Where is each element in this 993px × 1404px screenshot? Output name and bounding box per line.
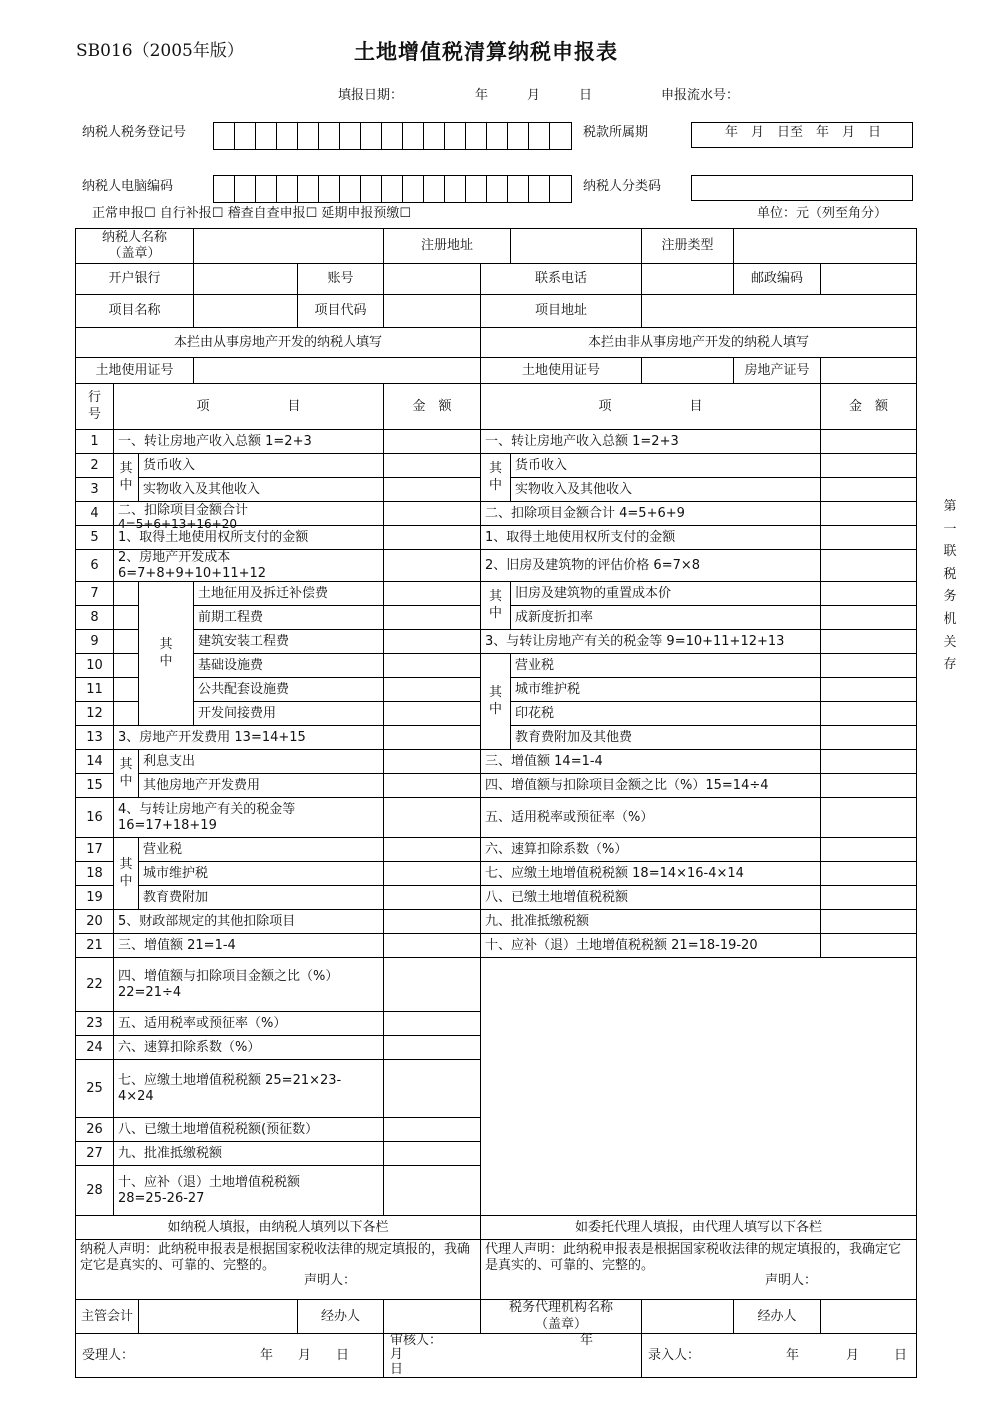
declare-types[interactable]: 正常申报☐ 自行补报☐ 稽查自查申报☐ 延期申报预缴☐ [92, 206, 412, 221]
row-number: 23 [76, 1012, 114, 1036]
land-cert-label-left: 土地使用证号 [76, 358, 194, 384]
left-item: 2、房地产开发成本 6=7+8+9+10+11+12 [114, 550, 384, 582]
col-amount-left: 金 额 [384, 384, 481, 430]
left-item: 八、已缴土地增值税税额(预征数） [114, 1118, 384, 1142]
fill-date-label: 填报日期： [338, 88, 404, 103]
row-number: 17 [76, 838, 114, 862]
taxpayer-class-label: 纳税人分类码 [583, 179, 662, 194]
col-item-right: 项 目 [481, 384, 821, 430]
entry-label: 录入人： [648, 1347, 701, 1363]
project-name-value[interactable] [194, 295, 298, 328]
tax-period-label: 税款所属期 [583, 125, 649, 140]
receiver-label: 受理人： [82, 1347, 135, 1363]
chief-accountant-value[interactable] [139, 1300, 298, 1334]
left-amount[interactable] [384, 726, 481, 750]
handler2-label: 经办人 [734, 1300, 821, 1334]
right-qizhong: 其 中 [481, 454, 511, 502]
left-amount[interactable] [384, 1142, 481, 1166]
left-item: 六、速算扣除系数（%） [114, 1036, 384, 1060]
taxpayer-name-label: 纳税人名称 （盖章） [76, 229, 194, 264]
left-item: 城市维护税 [139, 862, 384, 886]
left-amount[interactable] [384, 526, 481, 550]
serial-label: 申报流水号： [661, 88, 740, 103]
right-amount[interactable] [821, 454, 917, 478]
left-item: 4、与转让房地产有关的税金等 16=17+18+19 [114, 798, 384, 838]
right-item: 城市维护税 [511, 678, 821, 702]
row-number: 27 [76, 1142, 114, 1166]
left-item: 五、适用税率或预征率（%） [114, 1012, 384, 1036]
left-item: 开发间接费用 [194, 702, 384, 726]
right-amount[interactable] [821, 678, 917, 702]
reg-type-value[interactable] [734, 229, 917, 264]
left-section-title: 本拦由从事房地产开发的纳税人填写 [76, 328, 481, 358]
left-amount[interactable] [384, 1012, 481, 1036]
phone-label: 联系电话 [481, 264, 642, 295]
left-amount[interactable] [384, 654, 481, 678]
postcode-label: 邮政编码 [734, 264, 821, 295]
form-code: SB016（2005年版） [76, 41, 244, 61]
taxpayer-reg-label: 纳税人税务登记号 [82, 125, 187, 140]
entry-cell[interactable]: 录入人： 年 月 日 [642, 1334, 917, 1378]
agent-statement: 代理人声明：此纳税申报表是根据国家税收法律的规定填报的，我确定它是真实的、可靠的、完整的。 [485, 1242, 902, 1273]
right-amount[interactable] [821, 774, 917, 798]
left-amount[interactable] [384, 606, 481, 630]
agency-name-value[interactable] [642, 1300, 734, 1334]
right-amount[interactable] [821, 702, 917, 726]
row-number: 21 [76, 934, 114, 958]
left-amount[interactable] [384, 702, 481, 726]
left-item: 货币收入 [139, 454, 384, 478]
right-amount[interactable] [821, 526, 917, 550]
left-amount[interactable] [384, 934, 481, 958]
taxpayer-name-value[interactable] [194, 229, 384, 264]
left-amount[interactable] [384, 886, 481, 910]
right-amount[interactable] [821, 630, 917, 654]
fill-date-day: 日 [579, 88, 593, 103]
right-item: 六、速算扣除系数（%） [481, 838, 821, 862]
left-item: 土地征用及拆迁补偿费 [194, 582, 384, 606]
handler-label: 经办人 [298, 1300, 384, 1334]
left-item: 5、财政部规定的其他扣除项目 [114, 910, 384, 934]
taxpayer-statement-cell [76, 1240, 481, 1300]
unit-note: 单位：元（列至角分） [757, 206, 888, 221]
land-cert-value-left[interactable] [194, 358, 481, 384]
col-item-left: 项 目 [114, 384, 384, 430]
row-number: 10 [76, 654, 114, 678]
row-number: 13 [76, 726, 114, 750]
right-amount[interactable] [821, 606, 917, 630]
right-amount[interactable] [821, 726, 917, 750]
left-item: 十、应补（退）土地增值税税额 28=25-26-27 [114, 1166, 384, 1216]
left-amount[interactable] [384, 582, 481, 606]
row-number: 25 [76, 1060, 114, 1118]
left-item: 实物收入及其他收入 [139, 478, 384, 502]
right-item: 货币收入 [511, 454, 821, 478]
page-title: 土地增值税清算纳税申报表 [354, 40, 618, 64]
handler2-value[interactable] [821, 1300, 917, 1334]
taxpayer-declarant: 声明人： [304, 1273, 357, 1289]
reg-address-value[interactable] [511, 229, 642, 264]
right-item: 八、已缴土地增值税税额 [481, 886, 821, 910]
agency-name-label: 税务代理机构名称 （盖章） [481, 1300, 642, 1334]
right-item: 七、应缴土地增值税税额 18=14×16-4×14 [481, 862, 821, 886]
row-number: 16 [76, 798, 114, 838]
right-item: 教育费附加及其他费 [511, 726, 821, 750]
left-item: 其他房地产开发费用 [139, 774, 384, 798]
agent-statement-cell [481, 1240, 917, 1300]
left-amount[interactable] [384, 750, 481, 774]
taxpayer-reg-boxes[interactable] [213, 122, 572, 150]
right-amount[interactable] [821, 934, 917, 958]
copy-note: 第 一 联 税 务 机 关 存 [943, 499, 957, 673]
left-amount[interactable] [384, 862, 481, 886]
left-item: 1、取得土地使用权所支付的金额 [114, 526, 384, 550]
row-number: 20 [76, 910, 114, 934]
right-amount[interactable] [821, 502, 917, 526]
right-item: 四、增值额与扣除项目金额之比（%）15=14÷4 [481, 774, 821, 798]
left-amount[interactable] [384, 1166, 481, 1216]
row-number: 3 [76, 478, 114, 502]
right-amount[interactable] [821, 430, 917, 454]
taxpayer-fill-title: 如纳税人填报，由纳税人填列以下各栏 [76, 1216, 481, 1240]
right-amount[interactable] [821, 582, 917, 606]
left-item: 三、增值额 21=1-4 [114, 934, 384, 958]
row-number: 9 [76, 630, 114, 654]
row-number: 12 [76, 702, 114, 726]
right-qizhong: 其 中 [481, 582, 511, 630]
left-amount[interactable] [384, 1118, 481, 1142]
taxpayer-pc-label: 纳税人电脑编码 [82, 179, 174, 194]
taxpayer-pc-boxes[interactable] [213, 175, 572, 203]
row-number: 7 [76, 582, 114, 606]
row-number: 24 [76, 1036, 114, 1060]
left-item: 3、房地产开发费用 13=14+15 [114, 726, 384, 750]
right-amount[interactable] [821, 910, 917, 934]
right-item: 三、增值额 14=1-4 [481, 750, 821, 774]
agent-declarant: 声明人： [765, 1273, 818, 1289]
left-amount[interactable] [384, 550, 481, 582]
right-item: 实物收入及其他收入 [511, 478, 821, 502]
chief-accountant-label: 主管会计 [76, 1300, 139, 1334]
reviewer-label: 审核人： [390, 1333, 443, 1349]
left-qizhong: 其 中 [114, 838, 139, 910]
right-amount[interactable] [821, 750, 917, 774]
row-number: 22 [76, 958, 114, 1012]
row-number: 28 [76, 1166, 114, 1216]
right-item: 营业税 [511, 654, 821, 678]
left-item: 教育费附加 [139, 886, 384, 910]
left-amount[interactable] [384, 838, 481, 862]
right-item: 二、扣除项目金额合计 4=5+6+9 [481, 502, 821, 526]
right-item: 一、转让房地产收入总额 1=2+3 [481, 430, 821, 454]
left-item: 利息支出 [139, 750, 384, 774]
project-address-label: 项目地址 [481, 295, 642, 328]
right-amount[interactable] [821, 550, 917, 582]
right-item: 旧房及建筑物的重置成本价 [511, 582, 821, 606]
taxpayer-statement: 纳税人声明：此纳税申报表是根据国家税收法律的规定填报的，我确定它是真实的、可靠的、完整的。 [80, 1242, 471, 1273]
property-cert-label: 房地产证号 [734, 358, 821, 384]
row-number: 8 [76, 606, 114, 630]
left-amount[interactable] [384, 958, 481, 1012]
left-amount[interactable] [384, 1036, 481, 1060]
reg-type-label: 注册类型 [642, 229, 734, 264]
row-number: 4 [76, 502, 114, 526]
right-item: 印花税 [511, 702, 821, 726]
phone-value[interactable] [642, 264, 734, 295]
right-qizhong: 其 中 [481, 654, 511, 750]
land-cert-value-right[interactable] [642, 358, 734, 384]
right-item: 3、与转让房地产有关的税金等 9=10+11+12+13 [481, 630, 821, 654]
row-number: 19 [76, 886, 114, 910]
left-item: 七、应缴土地增值税税额 25=21×23- 4×24 [114, 1060, 384, 1118]
land-cert-label-right: 土地使用证号 [481, 358, 642, 384]
account-value[interactable] [384, 264, 481, 295]
project-address-value[interactable] [642, 295, 917, 328]
left-amount[interactable] [384, 678, 481, 702]
reg-address-label: 注册地址 [384, 229, 511, 264]
left-item: 一、转让房地产收入总额 1=2+3 [114, 430, 384, 454]
left-item: 四、增值额与扣除项目金额之比（%） 22=21÷4 [114, 958, 384, 1012]
right-amount[interactable] [821, 886, 917, 910]
left-amount[interactable] [384, 430, 481, 454]
left-amount[interactable] [384, 1060, 481, 1118]
agent-fill-title: 如委托代理人填报，由代理人填写以下各栏 [481, 1216, 917, 1240]
row-number: 6 [76, 550, 114, 582]
left-item: 基础设施费 [194, 654, 384, 678]
row-number: 2 [76, 454, 114, 478]
right-section-title: 本拦由非从事房地产开发的纳税人填写 [481, 328, 917, 358]
left-item: 营业税 [139, 838, 384, 862]
left-item: 公共配套设施费 [194, 678, 384, 702]
row-number: 26 [76, 1118, 114, 1142]
left-item: 九、批准抵缴税额 [114, 1142, 384, 1166]
row-number: 1 [76, 430, 114, 454]
left-amount[interactable] [384, 798, 481, 838]
right-item: 十、应补（退）土地增值税税额 21=18-19-20 [481, 934, 821, 958]
left-amount[interactable] [384, 774, 481, 798]
bank-label: 开户银行 [76, 264, 194, 295]
row-number: 5 [76, 526, 114, 550]
fill-date-year: 年 [475, 88, 489, 103]
fill-date-month: 月 [527, 88, 541, 103]
left-amount[interactable] [384, 630, 481, 654]
right-amount[interactable] [821, 654, 917, 678]
col-row-no: 行 号 [76, 384, 114, 430]
reviewer-cell[interactable]: 审核人： 年月 日 [384, 1334, 642, 1378]
project-name-label: 项目名称 [76, 295, 194, 328]
postcode-value[interactable] [821, 264, 917, 295]
right-item: 成新度折扣率 [511, 606, 821, 630]
project-code-value[interactable] [384, 295, 481, 328]
right-item: 五、适用税率或预征率（%） [481, 798, 821, 838]
right-item: 2、旧房及建筑物的评估价格 6=7×8 [481, 550, 821, 582]
right-item: 九、批准抵缴税额 [481, 910, 821, 934]
left-item: 前期工程费 [194, 606, 384, 630]
tax-period-range[interactable]: 年 月 日至 年 月 日 [691, 122, 913, 148]
col-amount-right: 金 额 [821, 384, 917, 430]
left-amount[interactable] [384, 454, 481, 478]
right-amount[interactable] [821, 798, 917, 838]
receiver-cell[interactable]: 受理人： 年 月 日 [76, 1334, 384, 1378]
right-amount[interactable] [821, 478, 917, 502]
account-label: 账号 [298, 264, 384, 295]
left-amount[interactable] [384, 502, 481, 526]
property-cert-value[interactable] [821, 358, 917, 384]
right-amount[interactable] [821, 838, 917, 862]
right-item: 1、取得土地使用权所支付的金额 [481, 526, 821, 550]
left-amount[interactable] [384, 910, 481, 934]
taxpayer-class-input[interactable] [691, 175, 913, 201]
left-qizhong: 其 中 [114, 750, 139, 798]
bank-value[interactable] [194, 264, 298, 295]
declaration-table [75, 228, 917, 1378]
right-amount[interactable] [821, 862, 917, 886]
left-qizhong: 其 中 [139, 582, 194, 726]
row-number: 15 [76, 774, 114, 798]
handler-value[interactable] [384, 1300, 481, 1334]
row-number: 14 [76, 750, 114, 774]
row-number: 18 [76, 862, 114, 886]
left-item: 建筑安装工程费 [194, 630, 384, 654]
right-blank-area [481, 958, 917, 1216]
left-qizhong: 其 中 [114, 454, 139, 502]
project-code-label: 项目代码 [298, 295, 384, 328]
left-amount[interactable] [384, 478, 481, 502]
left-item: 二、扣除项目金额合计 4=5+6+13+16+20 [114, 502, 384, 526]
row-number: 11 [76, 678, 114, 702]
